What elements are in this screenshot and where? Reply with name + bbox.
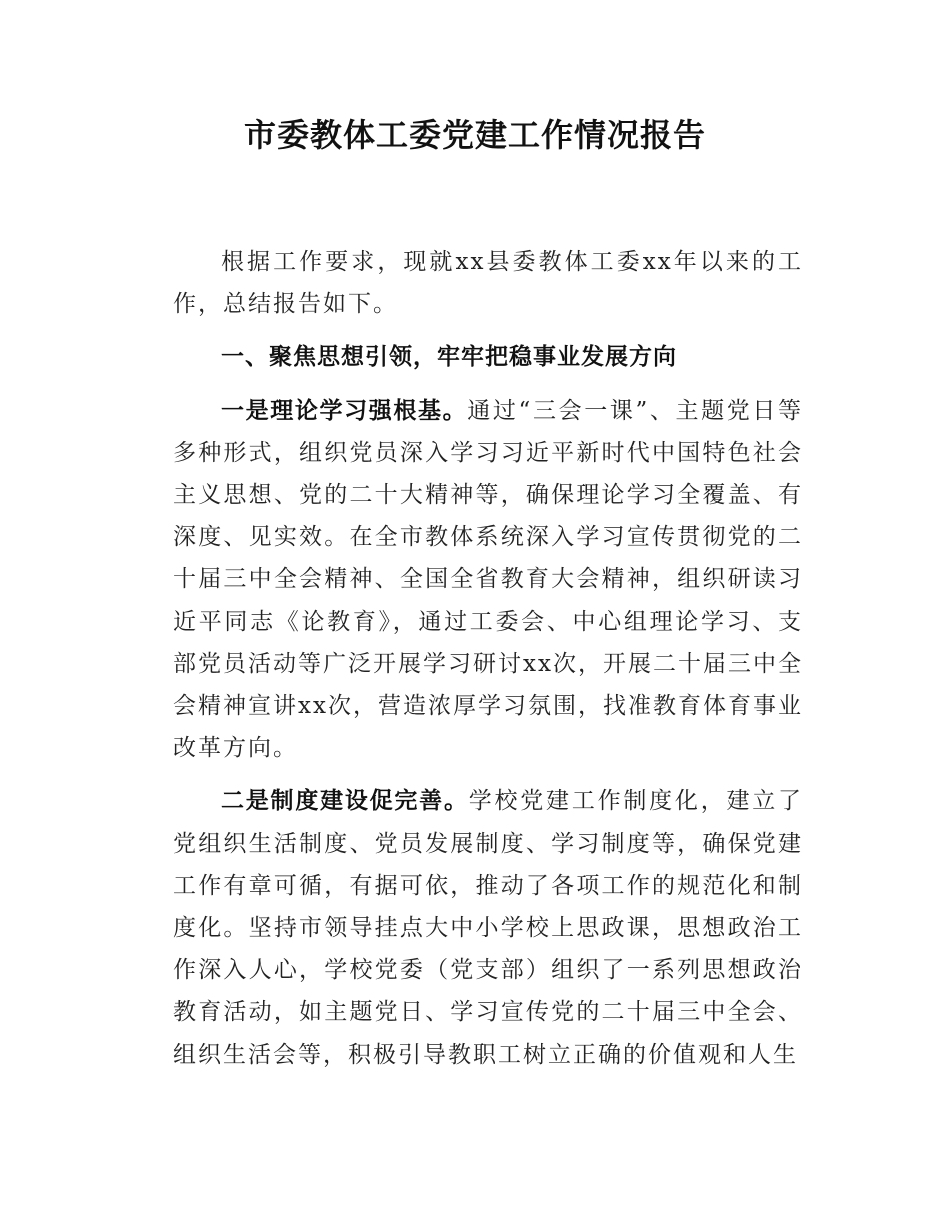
item-2-paragraph (173, 780, 803, 1075)
item-1-text: 通过“三会一课”、主题党日等多种形式，组织党员深入学习习近平新时代中国特色社会主义思想、党的二十大精神等，确保理论学习全覆盖、有深度、见实效。在全市教体系统深入学习宣传贯彻党的二十届三中全会精神、全国全省教育大会精神，组织研读习近平同志《论教育》，通过工委会、中心组理论学习、支部党员活动等广泛开展学习研讨xx次，开展二十届三中全会精神宣讲xx次，营造浓厚学习氛围，找准教育体育事业改革方向。 (173, 397, 803, 762)
item-1-paragraph (173, 390, 803, 770)
document-title: 市委教体工委党建工作情况报告 (243, 116, 706, 154)
item-2-text: 学校党建工作制度化，建立了党组织生活制度、党员发展制度、学习制度等，确保党建工作有章可循，有据可依，推动了各项工作的规范化和制度化。坚持市领导挂点大中小学校上思政课，思想政治工作深入人心，学校党委（党支部）组织了一系列思想政治教育活动，如主题党日、学习宣传党的二十届三中全会、组织生活会等，积极引导教职工树立正确的价值观和人生 (173, 788, 804, 1068)
item-2-lead: 二是制度建设促完善。 (221, 788, 469, 815)
section-1-heading: 一、聚焦思想引领，牢牢把稳事业发展方向 (221, 344, 677, 371)
document-body (173, 241, 803, 1087)
intro-paragraph: 根据工作要求，现就xx县委教体工委xx年以来的工作，总结报告如下。 (173, 249, 803, 318)
item-1-lead: 一是理论学习强根基。 (221, 397, 468, 424)
